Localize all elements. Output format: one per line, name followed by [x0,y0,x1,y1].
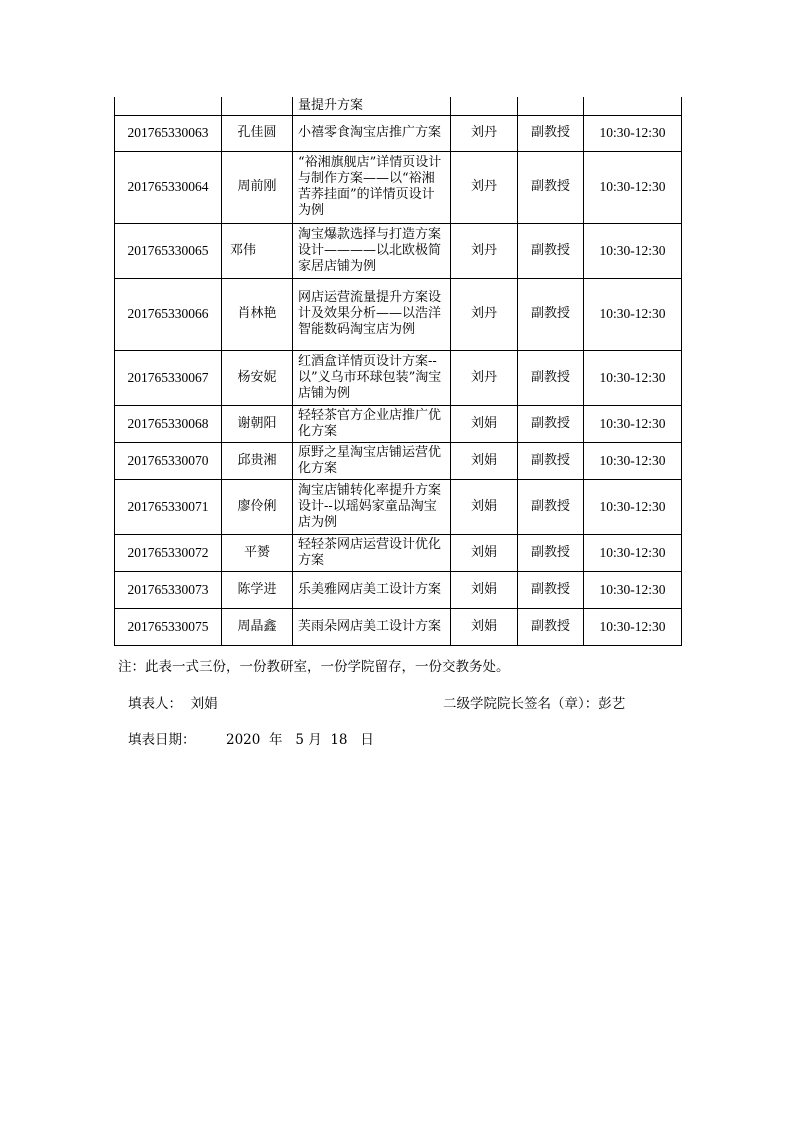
table-row [115,97,682,115]
defense-time-cell: 10:30-12:30 [584,479,682,534]
defense-time-cell: 10:30-12:30 [584,115,682,151]
advisor-title-cell: 副教授 [518,115,584,151]
defense-time-cell: 10:30-12:30 [584,442,682,479]
advisor-title-cell: 副教授 [518,534,584,571]
student-name-cell: 周前刚 [222,151,293,223]
table-row [115,405,682,442]
date-day: 18 [330,732,348,748]
thesis-topic-cell: 乐美雅网店美工设计方案 [293,571,451,608]
table-row [115,608,682,645]
student-id-cell: 201765330063 [115,115,222,151]
student-id-cell: 201765330068 [115,405,222,442]
defense-time-cell: 10:30-12:30 [584,278,682,350]
advisor-title-cell [518,97,584,115]
advisor-title-cell: 副教授 [518,571,584,608]
student-name-cell [222,97,293,115]
advisor-cell: 刘娟 [451,442,518,479]
student-name-cell: 谢朝阳 [222,405,293,442]
defense-time-cell: 10:30-12:30 [584,608,682,645]
table-row [115,151,682,223]
table-row [115,442,682,479]
advisor-cell: 刘丹 [451,278,518,350]
student-id-cell: 201765330072 [115,534,222,571]
student-id-cell [115,97,222,115]
defense-time-cell: 10:30-12:30 [584,350,682,405]
thesis-topic-cell: 量提升方案 [293,97,451,115]
student-id-cell: 201765330075 [115,608,222,645]
thesis-topic-cell: “裕湘旗舰店”详情页设计与制作方案——以“裕湘苦荞挂面”的详情页设计为例 [293,151,451,223]
advisor-cell [451,97,518,115]
table-row [115,350,682,405]
thesis-topic-cell: 淘宝店铺转化率提升方案设计--以瑶妈家童品淘宝店为例 [293,479,451,534]
student-name-cell: 邓伟 [222,223,293,278]
thesis-topic-cell: 淘宝爆款选择与打造方案设计————以北欧极简家居店铺为例 [293,223,451,278]
advisor-title-cell: 副教授 [518,223,584,278]
defense-time-cell: 10:30-12:30 [584,534,682,571]
advisor-title-cell: 副教授 [518,608,584,645]
advisor-title-cell: 副教授 [518,442,584,479]
student-name-cell: 孔佳圆 [222,115,293,151]
advisor-cell: 刘娟 [451,534,518,571]
student-id-cell: 201765330067 [115,350,222,405]
fill-date [128,728,374,748]
student-id-cell: 201765330071 [115,479,222,534]
table-row [115,278,682,350]
date-month: 5 [295,732,304,748]
dean-signature [443,692,625,712]
advisor-cell: 刘娟 [451,405,518,442]
dean-name: 彭艺 [598,696,626,712]
form-filler [128,692,218,712]
advisor-cell: 刘娟 [451,608,518,645]
defense-time-cell [584,97,682,115]
advisor-cell: 刘丹 [451,350,518,405]
thesis-topic-cell: 网店运营流量提升方案设计及效果分析——以浩洋智能数码淘宝店为例 [293,278,451,350]
student-id-cell: 201765330066 [115,278,222,350]
defense-time-cell: 10:30-12:30 [584,571,682,608]
dean-label: 二级学院院长签名（章）： [443,696,599,712]
advisor-cell: 刘丹 [451,115,518,151]
advisor-title-cell: 副教授 [518,479,584,534]
advisor-title-cell: 副教授 [518,151,584,223]
thesis-topic-cell: 芙雨朵网店美工设计方案 [293,608,451,645]
advisor-title-cell: 副教授 [518,405,584,442]
thesis-topic-cell: 红酒盒详情页设计方案--以”义乌市环球包装”淘宝店铺为例 [293,350,451,405]
table-row [115,571,682,608]
student-name-cell: 陈学进 [222,571,293,608]
table-row [115,115,682,151]
student-name-cell: 邱贵湘 [222,442,293,479]
advisor-cell: 刘丹 [451,151,518,223]
table-row [115,223,682,278]
defense-time-cell: 10:30-12:30 [584,151,682,223]
footnote: 注：此表一式三份，一份教研室，一份学院留存，一份交教务处。 [118,659,510,675]
student-name-cell: 平赟 [222,534,293,571]
defense-time-cell: 10:30-12:30 [584,405,682,442]
day-unit: 日 [360,732,374,748]
student-name-cell: 周晶鑫 [222,608,293,645]
advisor-title-cell: 副教授 [518,278,584,350]
advisor-cell: 刘娟 [451,571,518,608]
year-unit: 年 [268,732,283,748]
thesis-topic-cell: 小禧零食淘宝店推广方案 [293,115,451,151]
thesis-topic-cell: 轻轻茶官方企业店推广优化方案 [293,405,451,442]
student-id-cell: 201765330070 [115,442,222,479]
thesis-topic-cell: 轻轻茶网店运营设计优化方案 [293,534,451,571]
defense-schedule-table [114,97,682,646]
advisor-cell: 刘娟 [451,479,518,534]
date-year: 2020 [226,732,261,748]
student-name-cell: 杨安妮 [222,350,293,405]
student-id-cell: 201765330065 [115,223,222,278]
student-name-cell: 肖林艳 [222,278,293,350]
date-label: 填表日期： [128,732,196,748]
student-id-cell: 201765330064 [115,151,222,223]
student-id-cell: 201765330073 [115,571,222,608]
defense-time-cell: 10:30-12:30 [584,223,682,278]
thesis-topic-cell: 原野之星淘宝店铺运营优化方案 [293,442,451,479]
filler-label: 填表人： [128,696,182,712]
table-row [115,534,682,571]
advisor-cell: 刘丹 [451,223,518,278]
advisor-title-cell: 副教授 [518,350,584,405]
student-name-cell: 廖伶俐 [222,479,293,534]
table-row [115,479,682,534]
month-unit: 月 [308,732,322,748]
filler-name: 刘娟 [190,696,218,712]
